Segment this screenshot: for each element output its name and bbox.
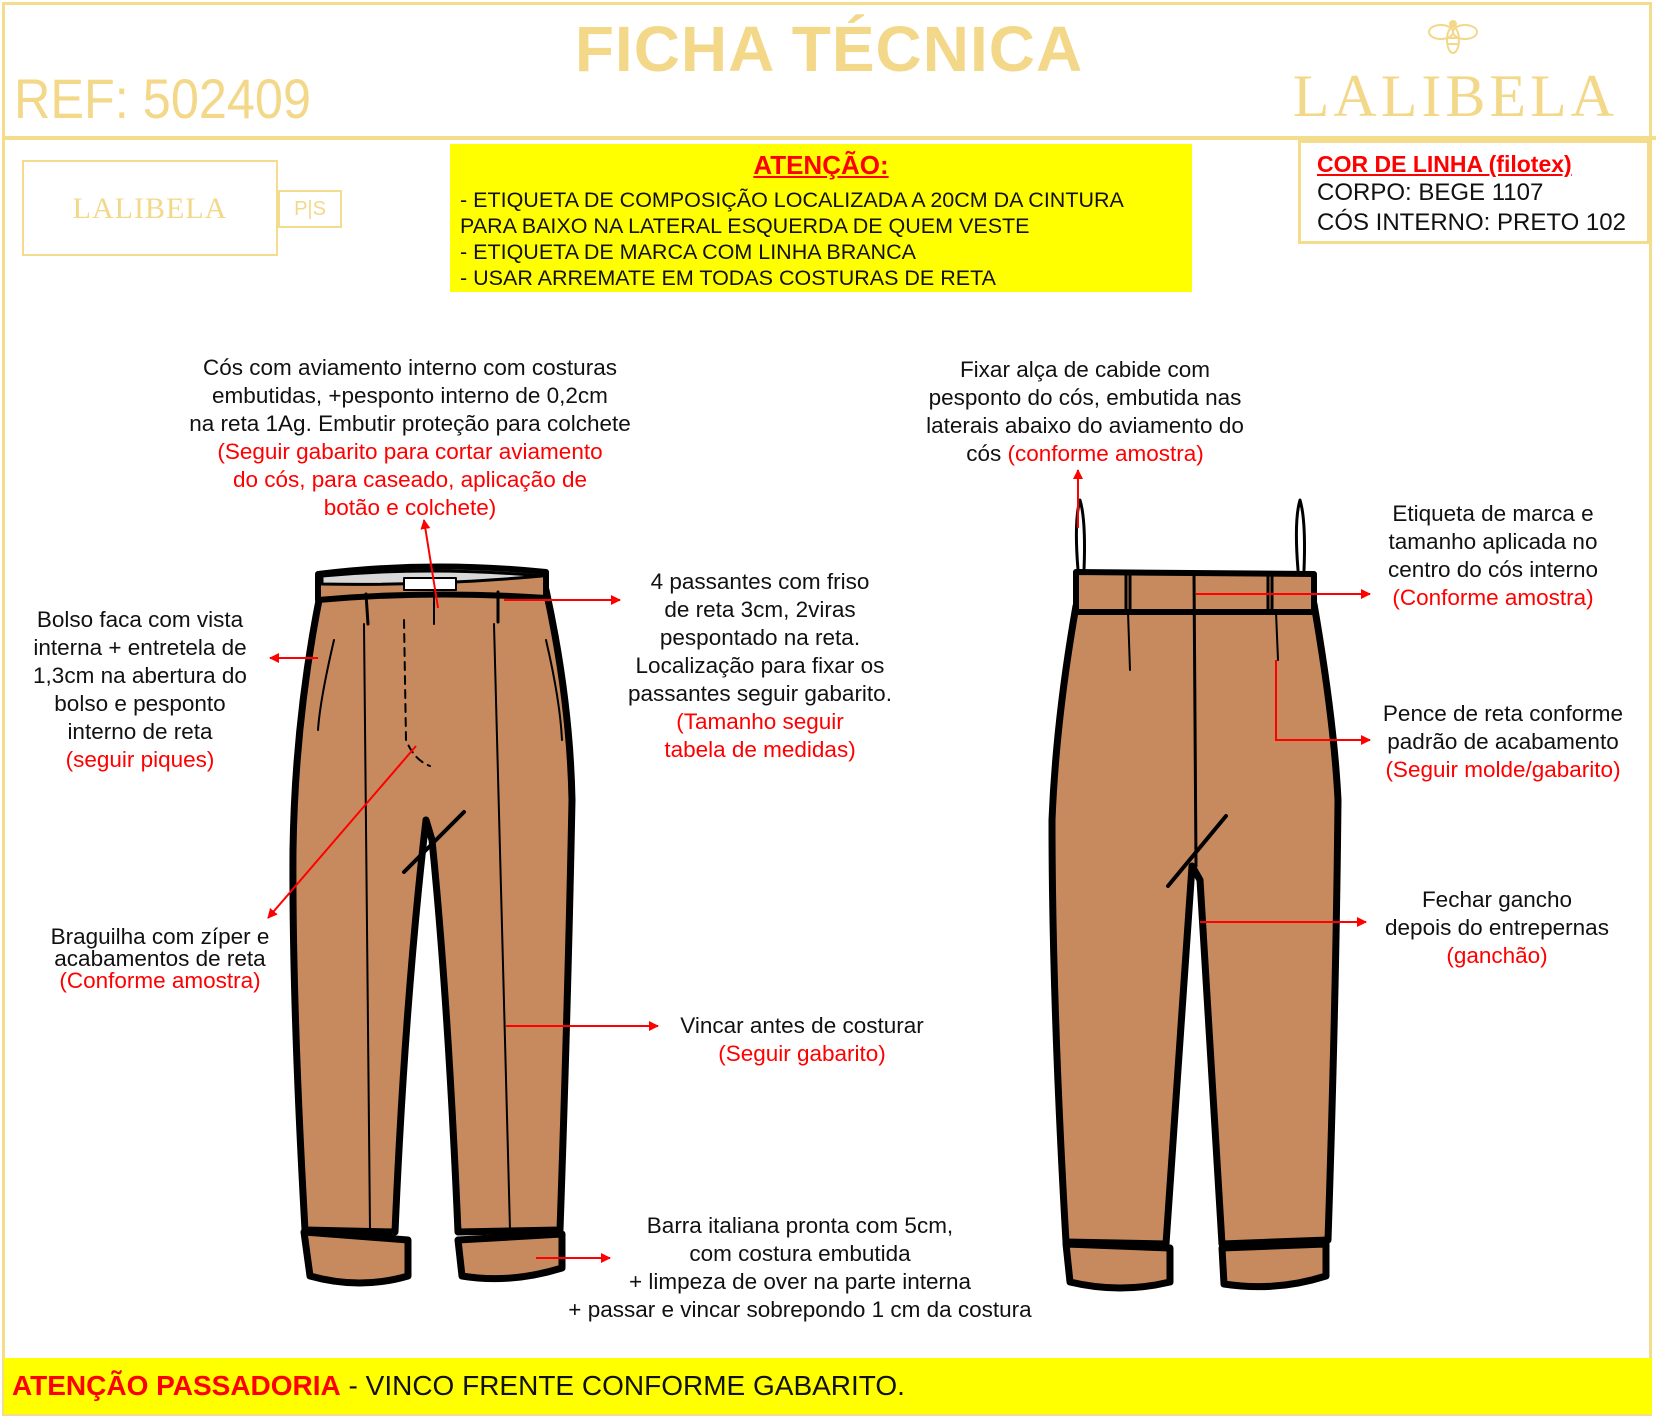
note-line: interno de reta (67, 719, 213, 744)
footer-text (12, 1370, 905, 1402)
note-line: Barra italiana pronta com 5cm, (646, 1213, 954, 1238)
thread-waistband: CÓS INTERNO: PRETO 102 (1317, 209, 1626, 236)
reference-code: REF: 502409 (14, 67, 311, 130)
note-line: Vincar antes de costurar (680, 1013, 924, 1038)
note-pocket (10, 606, 270, 774)
back-pants-drawing (1052, 500, 1338, 1288)
note-waistband (130, 354, 690, 522)
note-line-red: (Seguir gabarito) (718, 1041, 886, 1066)
note-line: embutidas, +pesponto interno de 0,2cm (212, 383, 608, 408)
note-line: Bolso faca com vista (36, 607, 244, 632)
attention-line: - ETIQUETA DE MARCA COM LINHA BRANCA (460, 240, 916, 264)
note-line: Fechar gancho (1421, 887, 1573, 912)
note-line: Fixar alça de cabide com (959, 357, 1211, 382)
note-crotch (1372, 886, 1622, 970)
label-brand-text: LALIBELA (72, 192, 228, 225)
note-line: na reta 1Ag. Embutir proteção para colchete (189, 411, 631, 436)
note-line: + passar e vincar sobrepondo 1 cm da costura (568, 1297, 1032, 1322)
front-pants-body (293, 590, 572, 1232)
thread-color-title: COR DE LINHA (filotex) (1317, 151, 1572, 177)
note-line: com costura embutida (689, 1241, 911, 1266)
note-line-red: (ganchão) (1446, 943, 1548, 968)
note-line: Cós com aviamento interno com costuras (203, 355, 617, 380)
note-line-red: (Conforme amostra) (59, 968, 261, 993)
attention-title: ATENÇÃO: (753, 150, 889, 180)
note-hem (540, 1212, 1060, 1324)
attention-line: - USAR ARREMATE EM TODAS COSTURAS DE RETA (460, 266, 996, 290)
note-line-mixed (900, 440, 1270, 468)
note-line-red: (Conforme amostra) (1392, 585, 1594, 610)
note-line-red: (Seguir molde/gabarito) (1385, 757, 1621, 782)
note-line: Pence de reta conforme (1382, 701, 1624, 726)
note-line: interna + entretela de (33, 635, 247, 660)
note-line: + limpeza de over na parte interna (628, 1269, 972, 1294)
note-line: Etiqueta de marca e (1392, 501, 1594, 526)
note-line: padrão de acabamento (1387, 729, 1619, 754)
note-line-red: botão e colchete) (323, 495, 497, 520)
note-text-red: (conforme amostra) (1007, 441, 1204, 466)
note-fly (20, 926, 300, 992)
note-line: pesponto do cós, embutida nas (928, 385, 1242, 410)
note-loops (600, 568, 920, 764)
note-dart (1368, 700, 1638, 784)
note-line-red: (Seguir gabarito para cortar aviamento (217, 439, 603, 464)
attention-line: PARA BAIXO NA LATERAL ESQUERDA DE QUEM VESTE (460, 214, 1030, 238)
note-line: 1,3cm na abertura do (33, 663, 247, 688)
footer-warning: ATENÇÃO PASSADORIA (12, 1370, 341, 1401)
note-text: cós (966, 441, 1008, 466)
size-tag: P|S (278, 190, 342, 228)
back-left-cuff (1066, 1244, 1170, 1288)
note-line: tamanho aplicada no (1388, 529, 1598, 554)
note-line: Localização para fixar os (635, 653, 885, 678)
attention-line: - ETIQUETA DE COMPOSIÇÃO LOCALIZADA A 20CM DA CINTURA (460, 188, 1124, 212)
note-line-red: do cós, para caseado, aplicação de (233, 467, 587, 492)
front-pants-drawing (293, 566, 572, 1283)
note-line: centro do cós interno (1387, 557, 1599, 582)
note-line: de reta 3cm, 2viras (664, 597, 856, 622)
note-line: pespontado na reta. (659, 625, 861, 650)
note-line: passantes seguir gabarito. (628, 681, 892, 706)
back-right-cuff (1222, 1244, 1326, 1287)
thread-body: CORPO: BEGE 1107 (1317, 179, 1544, 206)
note-line: depois do entrepernas (1385, 915, 1609, 940)
note-line: bolso e pesponto (54, 691, 226, 716)
note-line-red: (seguir piques) (65, 747, 215, 772)
note-line: 4 passantes com friso (650, 569, 870, 594)
note-brand-label (1368, 500, 1618, 612)
footer-banner (4, 1358, 1652, 1414)
note-line: acabamentos de reta (54, 946, 266, 971)
front-left-cuff (304, 1232, 408, 1283)
note-line-red: (Tamanho seguir (676, 709, 844, 734)
note-line-red: tabela de medidas) (664, 737, 856, 762)
brand-logo: LALIBELA (1292, 63, 1618, 129)
front-label-rect (404, 578, 456, 590)
footer-instruction: - VINCO FRENTE CONFORME GABARITO. (340, 1370, 905, 1401)
note-hanger (900, 356, 1270, 468)
note-line: Braguilha com zíper e (50, 924, 270, 949)
note-crease (662, 1012, 942, 1068)
page-title: FICHA TÉCNICA (574, 13, 1084, 85)
note-line: laterais abaixo do aviamento do (926, 413, 1244, 438)
